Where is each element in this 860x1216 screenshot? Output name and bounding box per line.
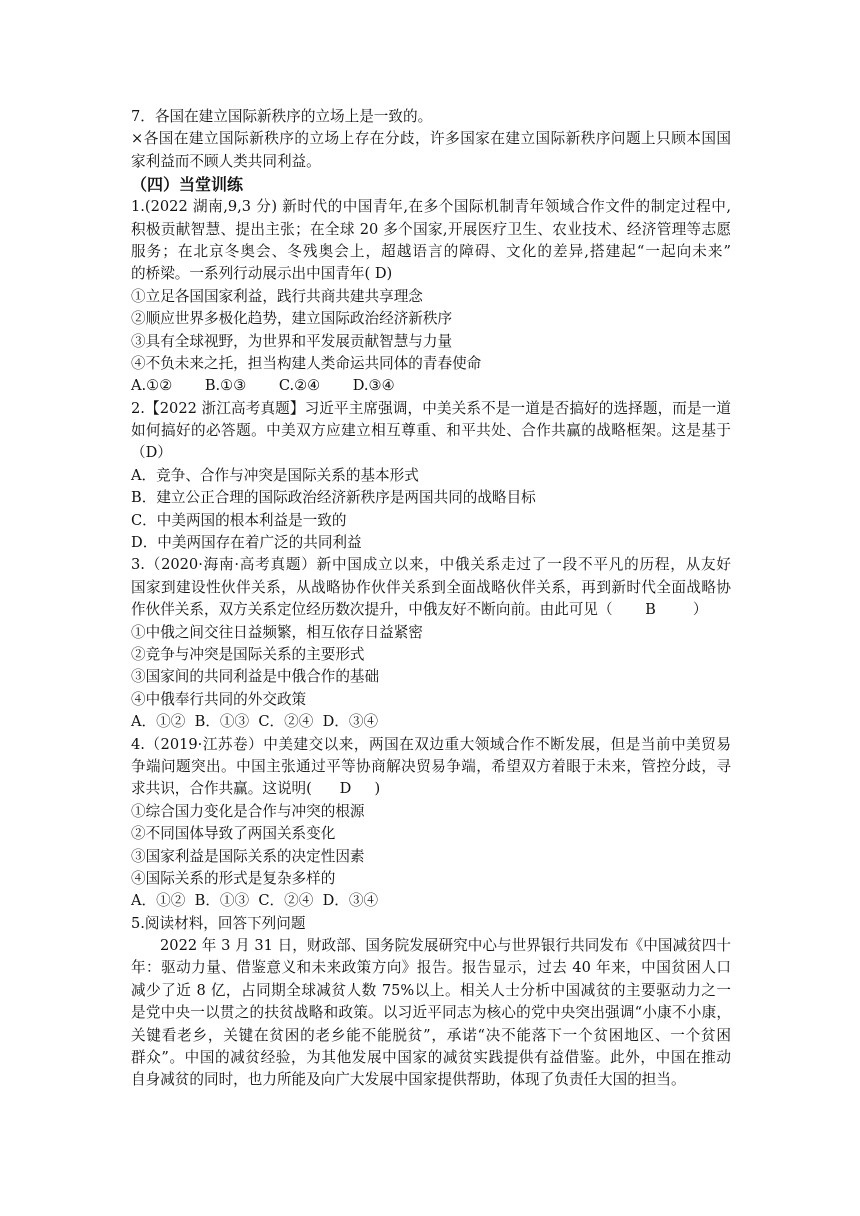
question-4 <box>131 734 731 913</box>
question-1-stem-line-2: 积极贡献智慧、提出主张；在全球 20 多个国家,开展医疗卫生、农业技术、经济管理等志愿 <box>131 220 731 238</box>
question-2 <box>131 398 731 555</box>
question-3-stem-line-2: 国家到建设性伙伴关系，从战略协作伙伴关系到全面战略伙伴关系，再到新时代全面战略协 <box>131 578 731 596</box>
page-content <box>131 106 731 1092</box>
question-3-option-4: ④中俄奉行共同的外交政策 <box>131 690 307 708</box>
question-2-stem-line-1: 2.【2022 浙江高考真题】习近平主席强调，中美关系不是一道是否搞好的选择题，而是一道 <box>131 399 731 417</box>
question-1-choices: A.①② B.①③ C.②④ D.③④ <box>131 377 395 395</box>
question-2-option-b: B．建立公正合理的国际政治经济新秩序是两国共同的战略目标 <box>131 489 536 507</box>
question-5-material-line-5: 关键看老乡，关键在贫困的老乡能不能脱贫”，承诺“决不能落下一个贫困地区、一个贫困 <box>131 1026 731 1044</box>
question-3-option-1: ①中俄之间交往日益频繁，相互依存日益紧密 <box>131 623 423 641</box>
question-5 <box>131 913 731 1092</box>
question-4-option-3: ③国家利益是国际关系的决定性因素 <box>131 847 365 865</box>
question-5-material-line-4: 是党中央一以贯之的扶贫战略和政策。以习近平同志为核心的党中央突出强调“小康不小康， <box>131 1004 731 1022</box>
question-5-material-line-6: 群众”。中国的减贫经验，为其他发展中国家的减贫实践提供有益借鉴。此外，中国在推动 <box>131 1049 731 1067</box>
question-5-title: 5.阅读材料，回答下列问题 <box>131 914 306 932</box>
question-3-choices: A．①② B．①③ C．②④ D．③④ <box>131 713 379 731</box>
question-1-option-2: ②顺应世界多极化趋势，建立国际政治经济新秩序 <box>131 310 453 328</box>
question-2-option-d: D．中美两国存在着广泛的共同利益 <box>131 534 362 552</box>
question-4-choices: A．①② B．①③ C．②④ D．③④ <box>131 892 379 910</box>
question-2-answer: （D） <box>131 444 172 462</box>
question-1-option-3: ③具有全球视野，为世界和平发展贡献智慧与力量 <box>131 332 453 350</box>
question-5-material-line-7: 自身减贫的同时，也力所能及向广大发展中国家提供帮助，体现了负责任大国的担当。 <box>131 1071 686 1089</box>
question-2-stem-line-2: 如何搞好的必答题。中美双方应建立相互尊重、和平共处、合作共赢的战略框架。这是基于 <box>131 422 731 440</box>
question-1-stem-line-3: 服务；在北京冬奥会、冬残奥会上，超越语言的障碍、文化的差异,搭建起“一起向未来” <box>131 242 731 260</box>
statement-7 <box>131 106 731 173</box>
question-4-stem-line-2: 争端问题突出。中国主张通过平等协商解决贸易争端，希望双方着眼于未来，管控分歧，寻 <box>131 757 731 775</box>
question-4-option-4: ④国际关系的形式是复杂多样的 <box>131 869 336 887</box>
question-1 <box>131 196 731 398</box>
question-3-option-3: ③国家间的共同利益是中俄合作的基础 <box>131 668 380 686</box>
question-4-stem-line-1: 4.（2019·江苏卷）中美建交以来，两国在双边重大领域合作不断发展，但是当前中美贸易 <box>131 735 731 753</box>
question-4-option-2: ②不同国体导致了两国关系变化 <box>131 825 336 843</box>
question-5-material-line-3: 减少了近 8 亿，占同期全球减贫人数 75%以上。相关人士分析中国减贫的主要驱动力之一 <box>131 981 731 999</box>
question-1-option-4: ④不负未来之托，担当构建人类命运共同体的青春使命 <box>131 354 482 372</box>
statement-7-title: 7．各国在建立国际新秩序的立场上是一致的。 <box>131 108 433 125</box>
question-3-stem-line-3: 作伙伴关系，双方关系定位经历数次提升，中俄友好不断向前。由此可见（ B ） <box>131 601 708 619</box>
question-4-option-1: ①综合国力变化是合作与冲突的根源 <box>131 802 365 820</box>
question-5-material-line-1: 2022 年 3 月 31 日，财政部、国务院发展研究中心与世界银行共同发布《中国减贫四十 <box>160 937 731 955</box>
question-3-option-2: ②竞争与冲突是国际关系的主要形式 <box>131 645 365 663</box>
question-4-stem-line-3: 求共识，合作共赢。这说明( D ) <box>131 780 381 798</box>
question-1-stem-line-4: 的桥梁。一系列行动展示出中国青年( D) <box>131 265 393 283</box>
question-2-option-c: C．中美两国的根本利益是一致的 <box>131 511 347 529</box>
question-2-option-a: A．竞争、合作与冲突是国际关系的基本形式 <box>131 466 419 484</box>
statement-7-answer-line-1: ×各国在建立国际新秩序的立场上存在分歧，许多国家在建立国际新秩序问题上只顾本国国 <box>131 130 731 148</box>
question-1-option-1: ①立足各国国家利益，践行共商共建共享理念 <box>131 287 423 305</box>
question-3 <box>131 554 731 733</box>
question-1-stem-line-1: 1.(2022 湖南,9,3 分) 新时代的中国青年,在多个国际机制青年领域合作文件的制定过程中, <box>131 198 731 216</box>
question-5-material-line-2: 年：驱动力量、借鉴意义和未来政策方向》报告。报告显示，过去 40 年来，中国贫困人口 <box>131 959 731 977</box>
statement-7-answer-line-2: 家利益而不顾人类共同利益。 <box>131 152 321 170</box>
question-3-stem-line-1: 3.（2020·海南·高考真题）新中国成立以来，中俄关系走过了一段不平凡的历程，从友好 <box>131 556 731 574</box>
section-heading: （四）当堂训练 <box>131 175 244 195</box>
